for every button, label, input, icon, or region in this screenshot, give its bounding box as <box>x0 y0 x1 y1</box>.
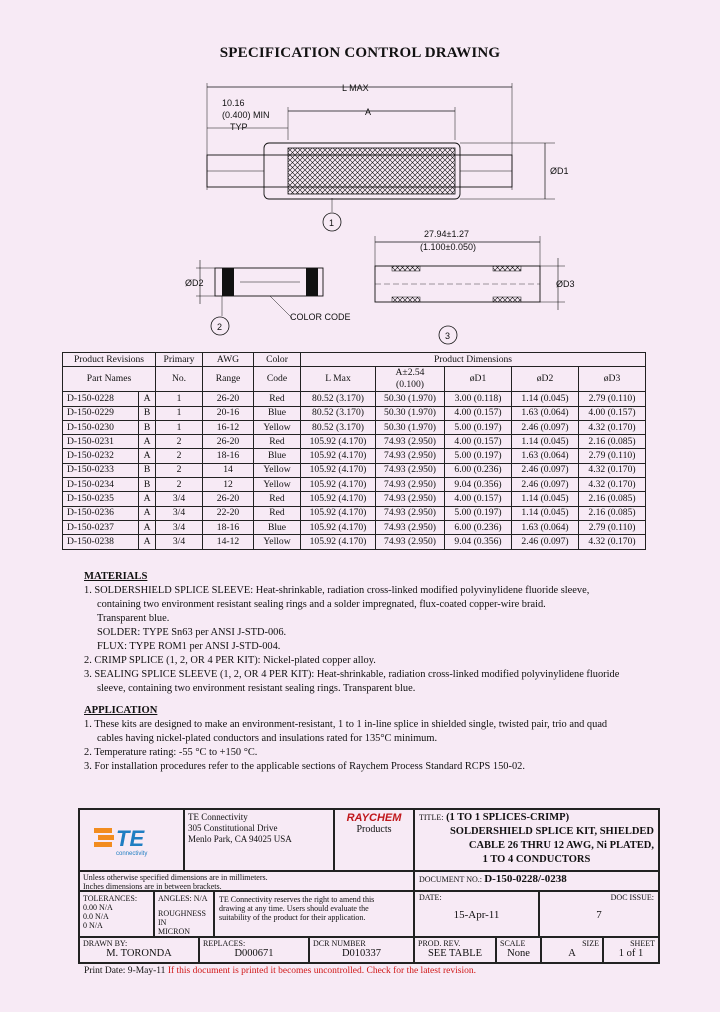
od1-label: ØD1 <box>550 166 569 176</box>
item2-crimp-splice <box>185 260 351 335</box>
item1-splice-sleeve <box>207 83 569 231</box>
drawn-by-cell: DRAWN BY: M. TORONDA <box>79 937 199 963</box>
table-header-row: Part Names No. Range Code L Max A±2.54 (0.100) øD1 øD2 øD3 <box>63 367 646 392</box>
svg-text:(1.100±0.050): (1.100±0.050) <box>420 242 476 252</box>
table-header-row: Product Revisions Primary AWG Color Product Dimensions <box>63 353 646 367</box>
table-row: D-150-0231 A 2 26-20 Red 105.92 (4.170) 74.93 (2.950) 4.00 (0.157) 1.14 (0.045) 2.16 (0.085) <box>63 435 646 449</box>
table-row: D-150-0233 B 2 14 Yellow 105.92 (4.170) 74.93 (2.950) 6.00 (0.236) 2.46 (0.097) 4.32 (0.170) <box>63 463 646 477</box>
product-table <box>62 352 646 550</box>
od2-label: ØD2 <box>185 278 204 288</box>
sheet-cell: SHEET 1 of 1 <box>603 937 659 963</box>
svg-text:TE: TE <box>116 826 145 851</box>
item3-sealing-sleeve <box>375 229 575 344</box>
te-logo <box>79 809 184 871</box>
table-row: D-150-0230 B 1 16-12 Yellow 80.52 (3.170) 50.30 (1.970) 5.00 (0.197) 2.46 (0.097) 4.32 (0.170) <box>63 420 646 434</box>
table-row: D-150-0234 B 2 12 Yellow 105.92 (4.170) 74.93 (2.950) 9.04 (0.356) 2.46 (0.097) 4.32 (0.170) <box>63 478 646 492</box>
te-logo-icon <box>94 822 154 858</box>
units-note: Unless otherwise specified dimensions are in millimeters. Inches dimensions are in between brackets. <box>79 871 414 891</box>
svg-text:connectivity: connectivity <box>116 851 148 857</box>
callout-1: 1 <box>329 218 335 228</box>
table-row: D-150-0238 A 3/4 14-12 Yellow 105.92 (4.170) 74.93 (2.950) 9.04 (0.356) 2.46 (0.097) 4.32 (0.170) <box>63 535 646 549</box>
od3-label: ØD3 <box>556 279 575 289</box>
lmax-label: L MAX <box>342 83 369 93</box>
company-address: TE Connectivity 305 Constitutional Drive Menlo Park, CA 94025 USA <box>184 809 334 871</box>
application-section: APPLICATION 1. These kits are designed to make an environment-resistant, 1 to 1 in-line splice in shielded single, twisted pair, trio and quad cables having nickel-plated conductors and insulations rated for 135°C minimum. 2. Temperature rating: -55 °C to +150 °C. 3. For installation procedures refer to the applicable sections of Raychem Process Standard RCPS 150-02. <box>84 704 684 774</box>
print-footer: Print Date: 9-May-11 If this document is printed it becomes uncontrolled. Check for the latest revision. <box>84 966 476 976</box>
scale-cell: SCALE None <box>496 937 541 963</box>
callout-3: 3 <box>445 331 451 341</box>
uncontrolled-warning: If this document is printed it becomes uncontrolled. Check for the latest revision. <box>167 966 476 976</box>
table-row: D-150-0236 A 3/4 22-20 Red 105.92 (4.170) 74.93 (2.950) 5.00 (0.197) 1.14 (0.045) 2.16 (0.085) <box>63 506 646 520</box>
title-block <box>78 808 660 964</box>
color-code-label: COLOR CODE <box>290 312 351 322</box>
size-cell: SIZE A <box>541 937 603 963</box>
svg-text:10.16: 10.16 <box>222 98 245 108</box>
document-number: DOCUMENT NO.: D-150-0228/-0238 <box>414 871 659 891</box>
table-row: D-150-0235 A 3/4 26-20 Red 105.92 (4.170) 74.93 (2.950) 4.00 (0.157) 1.14 (0.045) 2.16 (0.085) <box>63 492 646 506</box>
svg-text:(0.400) MIN: (0.400) MIN <box>222 110 270 120</box>
tolerances: TOLERANCES: 0.00 N/A 0.0 N/A 0 N/A <box>79 891 154 937</box>
materials-section: MATERIALS 1. SOLDERSHIELD SPLICE SLEEVE: Heat-shrinkable, radiation cross-linked modified polyvinylidene fluoride sleeve, containing two environment resistant sealing rings and a solder impregnated, flux-coated copper-wire braid. Transparent blue. SOLDER: TYPE Sn63 per ANSI J-STD-006. FLUX: TYPE ROM1 per ANSI J-STD-004. 2. CRIMP SPLICE (1, 2, OR 4 PER KIT): Nickel-plated copper alloy. 3. SEALING SPLICE SLEEVE (1, 2, OR 4 PER KIT): Heat-shrinkable, radiation cross-linked modified polyvinylidene fluoride sleeve, containing two environment resistant sealing rings. Transparent blue. <box>84 570 684 696</box>
doc-issue-cell: DOC ISSUE: 7 <box>539 891 659 937</box>
replaces-cell: REPLACES: D000671 <box>199 937 309 963</box>
table-row: D-150-0237 A 3/4 18-16 Blue 105.92 (4.170) 74.93 (2.950) 6.00 (0.236) 1.63 (0.064) 2.79 (0.110) <box>63 520 646 534</box>
raychem-brand: RAYCHEM Products <box>334 809 414 871</box>
svg-text:27.94±1.27: 27.94±1.27 <box>424 229 469 239</box>
materials-heading: MATERIALS <box>84 571 148 582</box>
table-row: D-150-0232 A 2 18-16 Blue 105.92 (4.170) 74.93 (2.950) 5.00 (0.197) 1.63 (0.064) 2.79 (0.110) <box>63 449 646 463</box>
prod-rev-cell: PROD. REV. SEE TABLE <box>414 937 496 963</box>
callout-2: 2 <box>217 322 223 332</box>
dcr-cell: DCR NUMBER D010337 <box>309 937 414 963</box>
table-row: D-150-0228 A 1 26-20 Red 80.52 (3.170) 50.30 (1.970) 3.00 (0.118) 1.14 (0.045) 2.79 (0.110) <box>63 392 646 406</box>
angles-roughness: ANGLES: N/A ROUGHNESS IN MICRON <box>154 891 214 937</box>
date-cell: DATE: 15-Apr-11 <box>414 891 539 937</box>
disclaimer: TE Connectivity reserves the right to amend this drawing at any time. Users should evaluate the suitability of the product for their application. <box>214 891 414 937</box>
application-heading: APPLICATION <box>84 705 158 716</box>
a-label: A <box>365 107 372 117</box>
product-drawing <box>0 70 720 350</box>
page-title: SPECIFICATION CONTROL DRAWING <box>219 45 501 61</box>
title-box: TITLE: (1 TO 1 SPLICES-CRIMP) SOLDERSHIELD SPLICE KIT, SHIELDED CABLE 26 THRU 12 AWG, Ni PLATED, 1 TO 4 CONDUCTORS <box>414 809 659 871</box>
table-row: D-150-0229 B 1 20-16 Blue 80.52 (3.170) 50.30 (1.970) 4.00 (0.157) 1.63 (0.064) 4.00 (0.157) <box>63 406 646 420</box>
svg-text:TYP: TYP <box>230 122 248 132</box>
